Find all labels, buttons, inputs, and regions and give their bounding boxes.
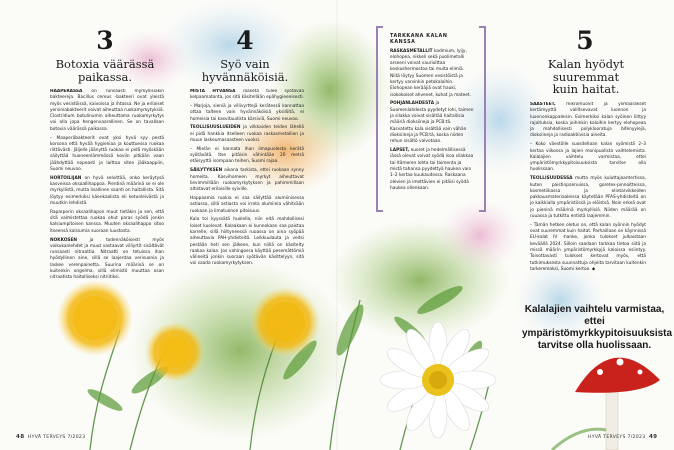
paragraph: Raparperin oksaalihapon muut tietäkin ja sen, että sitä valmistettaa ruokaa ohut paras syödä jonkin kalsiumpitoisen kanssa. Muuten oksaalihappo sitoo itseensä kalsiumia suoraan luustosta. (50, 209, 164, 234)
paragraph: RASKASMETALLIT kadmium, lyijy, elohopea, nikkeli sekä puolimetalli arseeni voivat vaurioittaa keskushermostoa tai muita elimiä. Niitä löytyy Suomen vesistöistä ja kertyy varsinkin petokaloihin. Elohopean kerääjiä ovat hauki, isokokoiset ahvenet, kuhat ja mateet. (390, 48, 471, 98)
section-heading-5: Kalan hyödyt suuremmat kuin haitat. (547, 57, 625, 96)
section-3-body (50, 89, 164, 354)
fish-info-box (376, 26, 486, 208)
section-number-4: 4 (236, 26, 254, 55)
paragraph: POHJANLAHDESTA ja Suomenlahdesta pyydetyt lohi, taimen ja silakka voivat sisältää haitallisia määriä dioksiineja ja PCB:tä. Kasvatettu kala sisältää vain vähän dioksiineja ja PCB:tä, koska niiden rehun sisältö valvotaan. (390, 101, 474, 145)
paragraph: HORTOILIJAN on hyvä selvittää, onko keräytysä kasveissa oksaallihappoa. Pientinä määrinä se ei ole myrkyllistä, mutta lisallinen saanti on haitallista. Sitä löytyy esimerkiksi käenkaalista eli ketunleivästä ja muutkin lehdistä. (50, 175, 164, 207)
folio-left: 48 HYVÄ TERVEYS 7/2023 (16, 434, 86, 440)
section-number-5: 5 (576, 26, 594, 55)
paragraph: LAPSET, nuoret ja hedelmällisessä iässä olevat voivat syödä isoa silakkaa tai ltämeren lohta tai taimenta ja mistä tahansa pyydettyä haukea vain 1–2 kertaa kuukaudessa. Raskaana olevien ja imettävien ei pitäisi syödä haukea ollenkaan. (390, 148, 474, 191)
paragraph: Happaamia ruokia ei saa säilyttää alumiinisessa astiassa, sillä astiasta voi irrota alumiinia vähitsään ruokaan ja limatuonon pitoisuus. (190, 195, 304, 214)
paragraph: Kala toi kyyssätä huolella, niin eitä mahdollisesi loiset kuolevat. Kalaakaan ei kunnokaan saa paistaa karrelle, sillä hiiltyneessä ruoassa on aina syöpää aiheuttavia PAH-yhdisteitä. Leikkuulauta ja veitsi pestään heti sen jälkeen, kun niillä on käsitelty raakaa kalaa. Jos vahingossa käyttää pesemättömiä välineitä jonkin suoraan syötävän käsittelyyn, sitä voi saada ruokamyrkytyksen. (190, 217, 304, 267)
pull-quote: Kalalajien vaihtelu varmistaa, ettei ympäristömyrkkypitoisuuksista tarvitse olla huolissaan. (522, 304, 673, 351)
page-gutter (336, 0, 338, 450)
paragraph: – Mielän ei kannata ihan ilmapuolesta kerätä syötävätä. Itse pitäisin vähintään 20 meträ etäisyyttä isompaan teihen, Suomi rajaa. (190, 146, 304, 165)
paragraph: – Maaperäbakteerit ovat yksi hyvä syy pestä korsona että hyvää hygieniaa ja kouttuessa ruokaa riittävästi. Jäljelle jäänyttä ruokaa ei pidä myöskään säilyttää huoneenlämmössä koviin pitkään vaan jäähdyttää nopeasti ja laittaa siten jääkaappiin, Suomi neuvoo. (50, 135, 164, 173)
paragraph: – Koko väestölle suositellaan kalan syömistä 2–3 kertaa viikossa ja lajien monipuolista vaihtelemista. Kalalajien vaihtelu varmistaa, ettei ympäristömyrkkypitoisuuksista tarvitse olla huolissaan. (530, 142, 646, 173)
paragraph: – Marjoja, sieniä ja villivyrttejä kerätessä kannattaa ottaa talteen vain hyvännäköisiä yksilöitä, ei homeisia tai kasvitaudista kärsiviä, Suomi neuvoo. (190, 104, 304, 122)
section-heading-3: Botoxia väärässä paikassa. (55, 57, 155, 84)
box-bracket-right (479, 26, 486, 212)
section-number-3: 3 (96, 26, 114, 55)
paragraph: MISTÄ HYVÄNSÄ raaseta tulee syötävää kelpaamatonta, jos sitä käsitellään epähygieenisesti. (190, 89, 304, 101)
paragraph: SAASTEET, mikromuovit ja ylimääräkset kertämyyttä vallitsevavat luonnon ja luonnonkappaleisin. Esimerkiksi kalan syöinen liittyy rajoituksia, koska joihinkin kaloihin kertyy elohopeaa ja mahdollisesti polyklooratuja bifenyylejä, dioksiineja ja radioaktiivisia aineita. (530, 102, 646, 139)
paragraph: TEOLLISUUSLUEIDEN ja vilkkaiden teiden lähellä ei pidä hankkia itselleen ruokaa raskasmetallien ja muun laskeumasaasteen vuoksi. (190, 125, 304, 144)
paragraph: HAAPERÄSSÄ on runsaasti myrkyllisiäkin bakteereja. Bacillus cereus -bakteeri ovat yleistä myös vesistöissä, kaivoissa ja ihtassa. Ne ja erilaiset yersiniabakteerit voivat aiheuttaa ruokamyrkytyksiä. Clostridium botulinumin aiheuttama ruokamyrkytys voi olla jopa hengenvaarallinen. Se on tavallaan botoxia väärässä paikassa. (50, 89, 164, 132)
section-heading-4: Syö vain hyvännäköisiä. (201, 57, 289, 84)
paragraph: – Tämän hetken oletus on, että kalan syönnin hyödyt ovat suuremmat kuin haitat. Parhaillaan on käynnissä EU-kalat IV -hanke, jonka tulokset julkaistaan keväällä 2024. Silloin saadaan tarkkaa tietoa siitä ja missä määrin ympäristömyrkkyjä kaloissa esiintyy. Toivottavasti tulokset kertovat myös, että tutkimuksesta suunnattuja ohjeita tarvitaan kuitenkin tarkemmaksi, Suomi kertoo. ◆ (530, 222, 646, 272)
section-4-body (190, 89, 304, 307)
paragraph: TEOLLISUUDESSA mutta myös kuluttajaantertissa, kuten paistinpannuissa, goretex-pinnoitteissa, kosmetiikassa ja elintarvikkeiden pakkausmateriaaleissa käytetään PFAS-yhdisteitä on jo kaikkialla ympäristössä ja elöistsä. Noin erkeä ovat jo pieninä määrinä myrkyllisiä. Niiden määrää on ruuassa ja tutkittu entistä laajemmin. (530, 176, 646, 220)
box-content (390, 34, 474, 195)
box-title: TARKKANA KALAN KANSSA (390, 34, 448, 46)
box-bracket-left (376, 26, 383, 212)
section-5-body (530, 102, 646, 300)
paragraph: NOKKOSEN ja todennäköisesti myös voikukanlehdet ja muut vastaavat villiyrtit sisältävät runsaasti nitraattia. Nitraatti on tetuissa ihan hyödyllinen aine, sillä se laajentaa verisuonia ja laskee verenpainetta. Suurina määrinä se on kuitenkin ongelma, sillä elimistö muuttaa osan nitraatista haitalliseksi nitriitiksi. (50, 237, 164, 281)
paragraph: SÄILYTYKSEN aikana tarkista, ettei ruokaan synny homeita. Kasvihomeen myrkyt aiheuttavat lievimmillään ruokamyrkytyksen ja pahimmillaan altistavat erilaisille syiville. (190, 168, 304, 193)
folio-right: HYVÄ TERVEYS 7/2023 49 (588, 434, 658, 440)
end-mark-icon: ◆ (591, 266, 596, 272)
